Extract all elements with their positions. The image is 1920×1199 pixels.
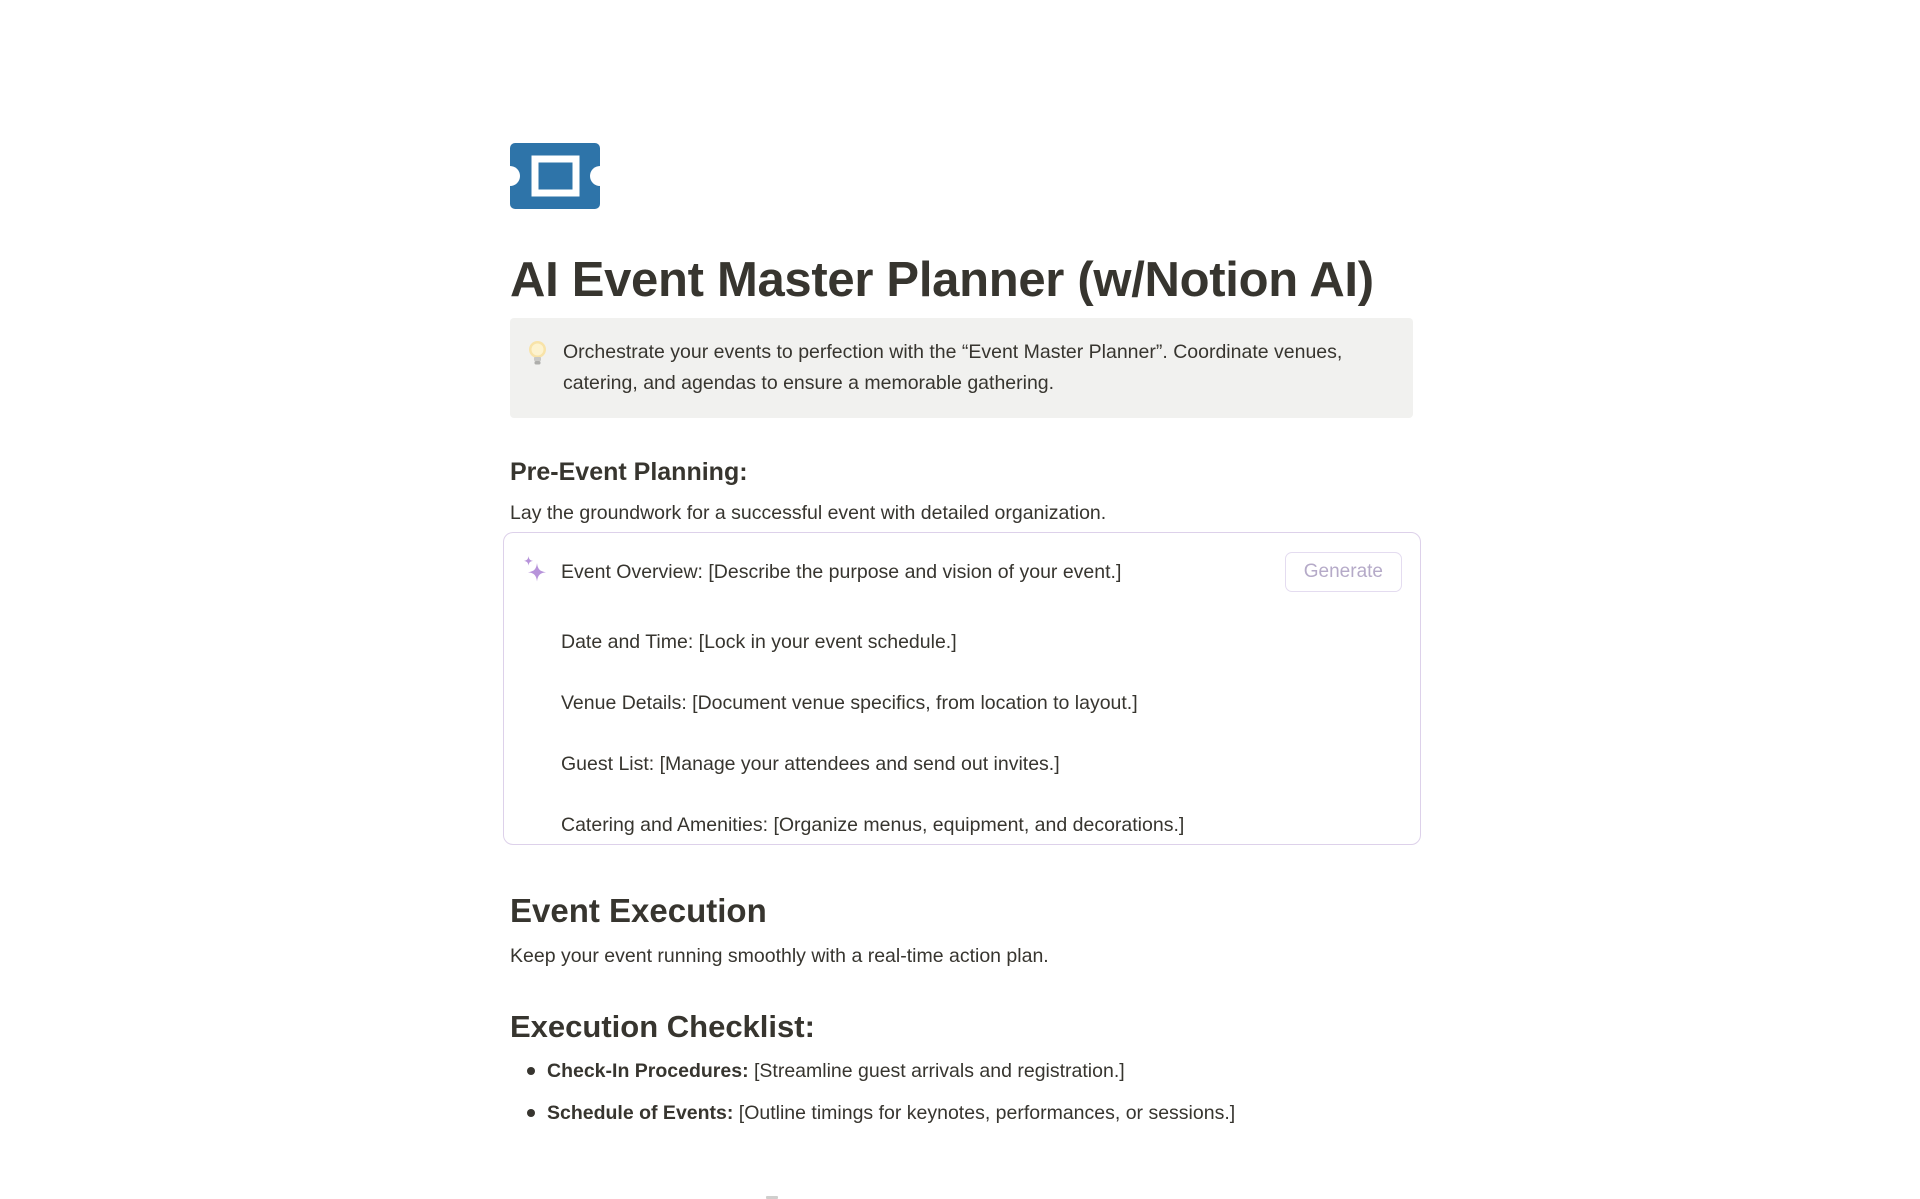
callout-block	[510, 318, 1413, 418]
heading-execution-checklist: Execution Checklist:	[510, 1009, 815, 1044]
heading-event-execution: Event Execution	[510, 892, 767, 929]
ai-item-catering-amenities: Catering and Amenities: [Organize menus, equipment, and decorations.]	[561, 814, 1185, 836]
event-execution-description: Keep your event running smoothly with a real-time action plan.	[510, 945, 1049, 967]
checklist-item-text: Schedule of Events: [Outline timings for keynotes, performances, or sessions.]	[547, 1102, 1236, 1124]
generate-button[interactable]: Generate	[1285, 552, 1402, 592]
heading-pre-event-planning: Pre-Event Planning:	[510, 458, 748, 486]
bullet-icon	[527, 1067, 535, 1075]
ai-item-venue-details: Venue Details: [Document venue specifics, from location to layout.]	[561, 692, 1138, 714]
ai-block-row-event-overview	[522, 550, 1402, 594]
page-content	[510, 143, 1421, 1126]
ai-item-event-overview: Event Overview: [Describe the purpose and vision of your event.]	[561, 561, 1122, 583]
execution-checklist	[510, 1058, 1421, 1126]
checklist-item-check-in	[510, 1058, 1421, 1084]
ai-item-date-time: Date and Time: [Lock in your event schedule.]	[561, 631, 957, 653]
notion-ai-block	[503, 532, 1421, 845]
bullet-icon	[527, 1109, 535, 1117]
light-bulb-icon	[526, 340, 549, 371]
page-title: AI Event Master Planner (w/Notion AI)	[510, 253, 1374, 307]
ai-item-guest-list: Guest List: [Manage your attendees and send out invites.]	[561, 753, 1060, 775]
checklist-item-schedule	[510, 1100, 1421, 1126]
callout-text: Orchestrate your events to perfection with the “Event Master Planner”. Coordinate venues, catering, and agendas to ensure a memorable gathering.	[563, 341, 1343, 394]
ticket-icon[interactable]	[510, 143, 600, 209]
checklist-item-text: Check-In Procedures: [Streamline guest arrivals and registration.]	[547, 1060, 1125, 1082]
pre-event-description: Lay the groundwork for a successful event with detailed organization.	[510, 502, 1107, 524]
sparkles-icon	[522, 555, 548, 590]
